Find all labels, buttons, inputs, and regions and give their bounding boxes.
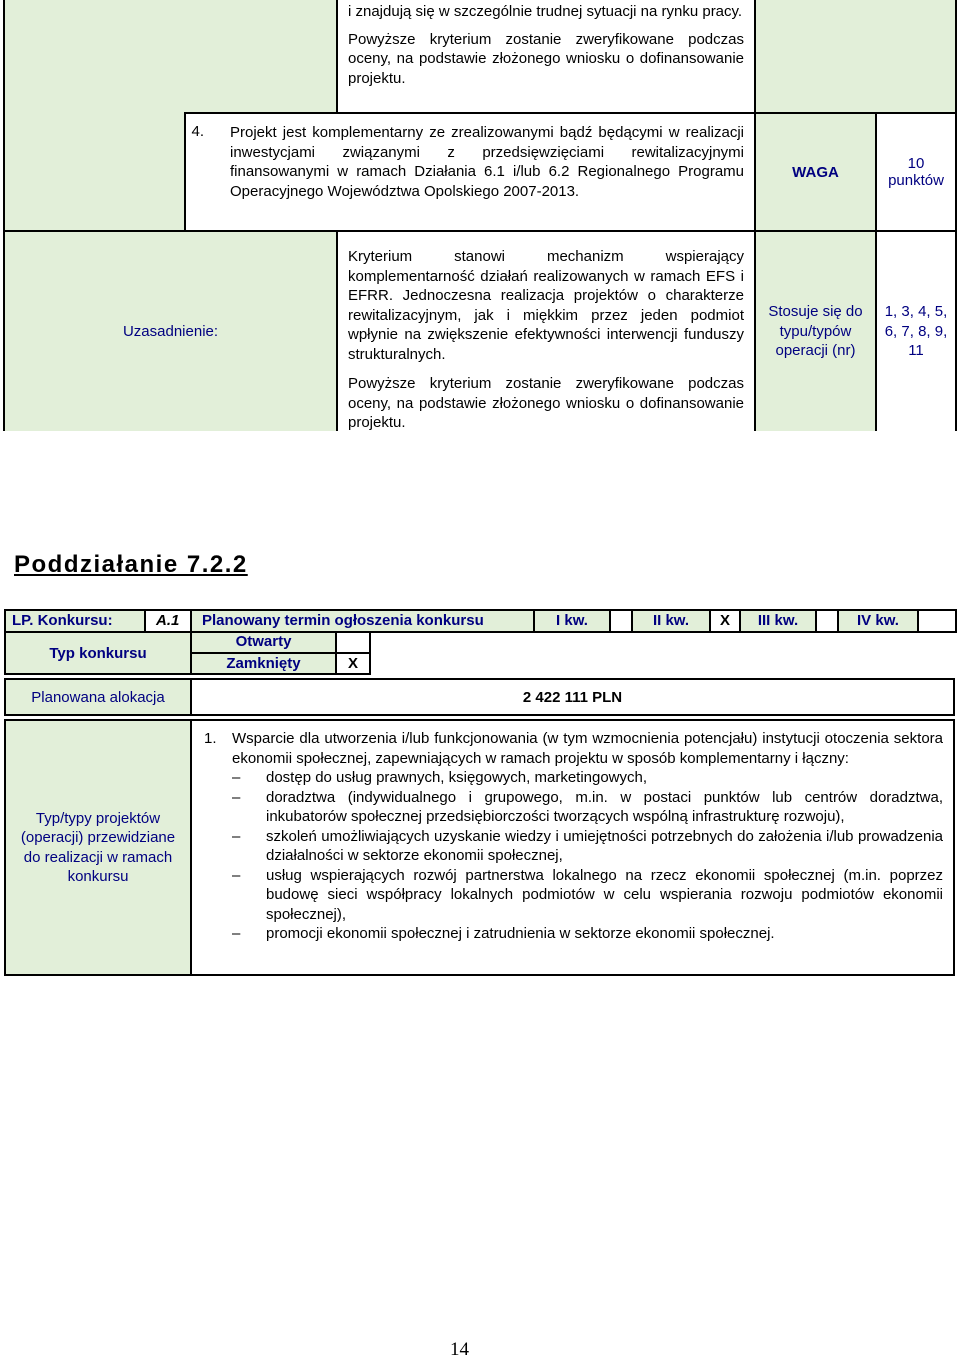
- type-closed-mark-cell: [337, 654, 371, 675]
- justification-verification: Powyższe kryterium zostanie zweryfikowane podczas oceny, na podstawie złożonego wniosku o dofinansowanie projektu.: [348, 375, 744, 431]
- project-types-intro-row: [204, 729, 943, 768]
- dash-bullet: –: [232, 827, 241, 845]
- project-types-list: [232, 768, 943, 944]
- list-item-text: doradztwa (indywidualnego i grupowego, m.in. w postaci punktów lub centrów doradztwa, inkubatorów społecznej przedsiębiorczości tworzących wspólną infrastrukturę rozwoju),: [266, 788, 943, 825]
- planned-term-label: Planowany termin ogłoszenia konkursu: [202, 612, 484, 629]
- quarter-1-label-cell: [535, 609, 611, 633]
- applies-label: Stosuje się do typu/typów operacji (nr): [768, 303, 863, 360]
- lp-label: LP. Konkursu:: [12, 612, 113, 629]
- criterion4-row: [184, 112, 957, 230]
- criterion4-text-cell: [204, 112, 756, 230]
- project-types-intro: Wsparcie dla utworzenia i/lub funkcjonowania (w tym wzmocnienia potencjału) instytucji otoczenia sektora ekonomii społecznej, zapewniających w ramach projektu w sposób komplementarny i łączny:: [232, 730, 943, 767]
- dash-bullet: –: [232, 925, 241, 942]
- list-item: [232, 827, 943, 866]
- quarter-4-label: IV kw.: [857, 612, 899, 629]
- applies-value-cell: [877, 232, 957, 431]
- type-closed-label: Zamknięty: [226, 655, 301, 672]
- justification-text-cell: [336, 232, 756, 431]
- justification-label: Uzasadnienie:: [122, 323, 219, 340]
- section-heading: Poddziałanie 7.2.2: [14, 551, 248, 578]
- project-types-label-cell: [4, 719, 192, 976]
- allocation-value-cell: [192, 678, 955, 716]
- dash-bullet: –: [232, 866, 241, 884]
- criterion4-text: Projekt jest komplementarny ze zrealizowanymi bądź będącymi w realizacji inwestycjami związanymi z przedsięwzięciami rewitalizacyjnymi finansowanymi w ramach Działania 6.1 i/lub 6.2 Regionalnego Programu Operacyjnego Województwa Opolskiego 2007-2013.: [230, 124, 744, 200]
- criterion3-verification: Powyższe kryterium zostanie zweryfikowane podczas oceny, na podstawie złożonego wniosku o dofinansowanie projektu.: [348, 30, 744, 87]
- type-closed-mark: X: [347, 655, 358, 672]
- list-item: [232, 924, 943, 944]
- list-item: [232, 788, 943, 827]
- criterion3-tail-cell: [336, 0, 756, 112]
- quarter-2-label: II kw.: [652, 612, 690, 629]
- type-label: Typ konkursu: [49, 644, 147, 662]
- criterion4-number: 4.: [191, 123, 204, 140]
- dash-bullet: –: [232, 788, 241, 806]
- list-item-text: usług wspierających rozwój partnerstwa lokalnego na rzecz ekonomii społecznej (m.in. poprzez budowę sieci współpracy lokalnych podmiotów w celu wspierania rozwoju podmiotów ekonomii społecznej),: [266, 866, 943, 923]
- project-types-content-cell: [192, 719, 955, 976]
- waga-cell: [756, 112, 877, 230]
- type-open-label: Otwarty: [235, 633, 292, 650]
- quarter-1-label: I kw.: [556, 612, 588, 629]
- type-label-cell: [4, 633, 192, 675]
- list-item-text: promocji ekonomii społecznej i zatrudnienia w sektorze ekonomii społecznej.: [266, 925, 775, 942]
- points-unit: punktów: [888, 172, 944, 189]
- list-item-text: szkoleń umożliwiających uzyskanie wiedzy i umiejętności potrzebnych do założenia i/lub prowadzenia działalności w sektorze ekonomii społecznej,: [266, 827, 943, 864]
- list-item: [232, 768, 943, 788]
- criterion4-number-cell: [184, 112, 204, 230]
- applies-label-cell: [756, 232, 877, 431]
- allocation-label-cell: [4, 678, 192, 716]
- quarter-2-mark-cell: [711, 609, 741, 633]
- allocation-label: Planowana alokacja: [31, 688, 165, 706]
- list-item-text: dostęp do usług prawnych, księgowych, marketingowych,: [266, 769, 648, 786]
- quarter-2-mark: X: [719, 612, 730, 629]
- points-cell: [877, 112, 957, 230]
- quarter-3-label: III kw.: [757, 612, 799, 629]
- justification-label-cell: [3, 232, 336, 431]
- type-closed-cell: [192, 654, 337, 675]
- page-number: 14: [450, 1339, 469, 1360]
- points-value: 10: [907, 155, 925, 172]
- project-types-label: Typ/typy projektów (operacji) przewidziane do realizacji w ramach konkursu: [20, 809, 176, 885]
- allocation-value: 2 422 111 PLN: [522, 688, 623, 706]
- competition-header-row: [4, 609, 957, 633]
- type-open-mark-cell: [337, 633, 371, 654]
- quarter-4-mark-cell: [919, 609, 957, 633]
- applies-value: 1, 3, 4, 5, 6, 7, 8, 9, 11: [884, 303, 948, 360]
- quarter-3-mark-cell: [817, 609, 839, 633]
- quarter-4-label-cell: [839, 609, 919, 633]
- waga-label: WAGA: [792, 163, 839, 181]
- lp-value-cell: [146, 609, 192, 633]
- criteria-table: [3, 0, 957, 431]
- quarter-2-label-cell: [633, 609, 711, 633]
- planned-term-cell: [192, 609, 535, 633]
- criterion3-green-cell: [756, 0, 957, 112]
- quarter-3-label-cell: [741, 609, 817, 633]
- justification-text: Kryterium stanowi mechanizm wspierający komplementarność działań realizowanych w ramach EFS i EFRR. Jednoczesna realizacja projektów o charakterze rewitalizacyjnym, jak i miękkim przez jeden podmiot wpłynie na zwiększenie efektywności interwencji funduszy strukturalnych.: [348, 248, 744, 363]
- type-open-cell: [192, 633, 337, 654]
- lp-value: A.1: [156, 612, 180, 629]
- dash-bullet: –: [232, 769, 241, 786]
- quarter-1-mark-cell: [611, 609, 633, 633]
- lp-label-cell: [4, 609, 146, 633]
- list-item: [232, 866, 943, 925]
- project-types-intro-number: 1.: [204, 730, 217, 747]
- criterion3-tail-line: i znajdują się w szczególnie trudnej sytuacji na rynku pracy.: [348, 3, 743, 20]
- justification-row: [3, 230, 957, 431]
